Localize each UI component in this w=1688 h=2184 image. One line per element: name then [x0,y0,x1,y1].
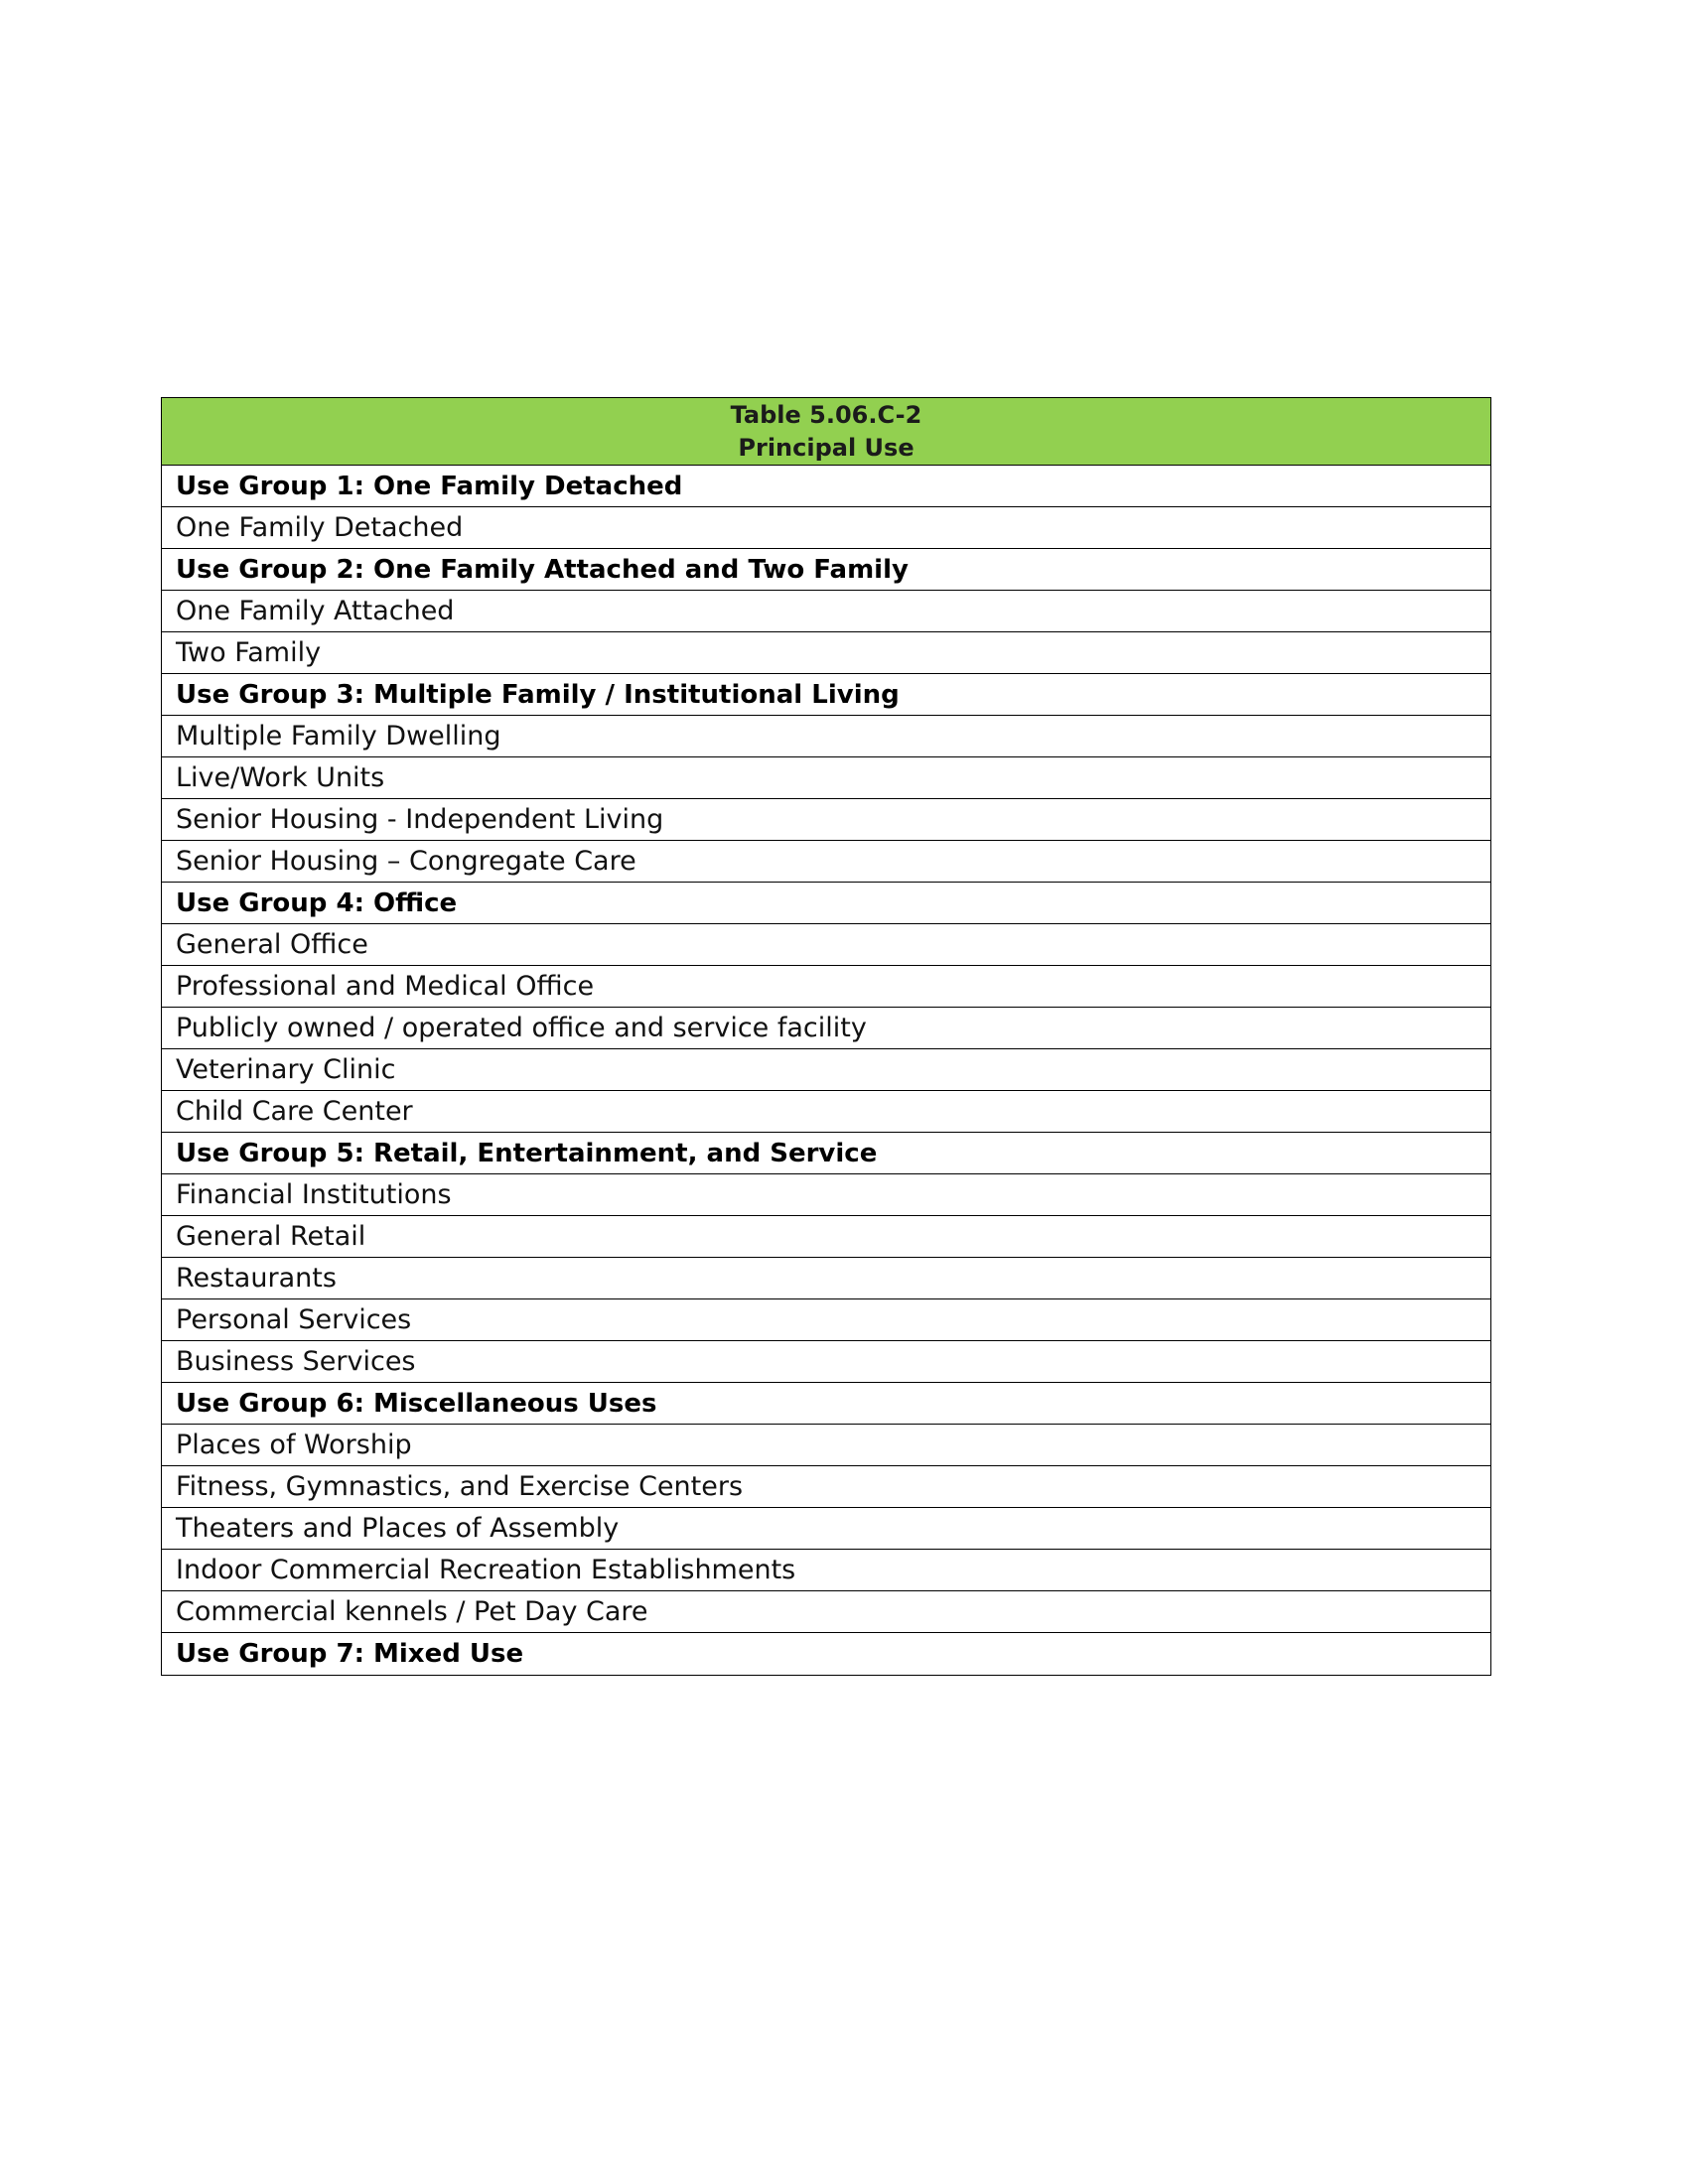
use-item-row: Theaters and Places of Assembly [162,1508,1490,1550]
use-item-row: Two Family [162,632,1490,674]
use-group-heading: Use Group 4: Office [162,883,1490,924]
use-item-row: Commercial kennels / Pet Day Care [162,1591,1490,1633]
use-item-row: Live/Work Units [162,757,1490,799]
use-item-row: Child Care Center [162,1091,1490,1133]
use-item-row: Publicly owned / operated office and service facility [162,1008,1490,1049]
use-group-heading: Use Group 7: Mixed Use [176,1639,524,1669]
use-item-row: One Family Attached [162,591,1490,632]
use-item-row: Personal Services [162,1299,1490,1341]
use-group-heading: Use Group 2: One Family Attached and Two Family [162,549,1490,591]
use-item-row: General Office [162,924,1490,966]
use-item-row: Financial Institutions [162,1174,1490,1216]
use-group-heading: Use Group 6: Miscellaneous Uses [162,1383,1490,1425]
use-item-row: Multiple Family Dwelling [162,716,1490,757]
use-item-row: Professional and Medical Office [162,966,1490,1008]
use-item-row: Restaurants [162,1258,1490,1299]
use-group-heading: Use Group 1: One Family Detached [162,466,1490,507]
table-title: Table 5.06.C-2 [730,400,922,429]
use-item-row: Indoor Commercial Recreation Establishments [162,1550,1490,1591]
use-item-row: Veterinary Clinic [162,1049,1490,1091]
use-group-heading: Use Group 3: Multiple Family / Institutional Living [162,674,1490,716]
use-item-row: Fitness, Gymnastics, and Exercise Centers [162,1466,1490,1508]
table-body [162,466,1490,1675]
use-item-row: General Retail [162,1216,1490,1258]
table-subtitle: Principal Use [738,433,914,462]
table-header [162,398,1490,466]
use-item-row: Senior Housing – Congregate Care [162,841,1490,883]
use-item-row: One Family Detached [162,507,1490,549]
principal-use-table [161,397,1491,1676]
use-group-heading: Use Group 5: Retail, Entertainment, and Service [162,1133,1490,1174]
use-item-row: Senior Housing - Independent Living [162,799,1490,841]
use-item-row: Places of Worship [162,1425,1490,1466]
use-item-row: Business Services [162,1341,1490,1383]
